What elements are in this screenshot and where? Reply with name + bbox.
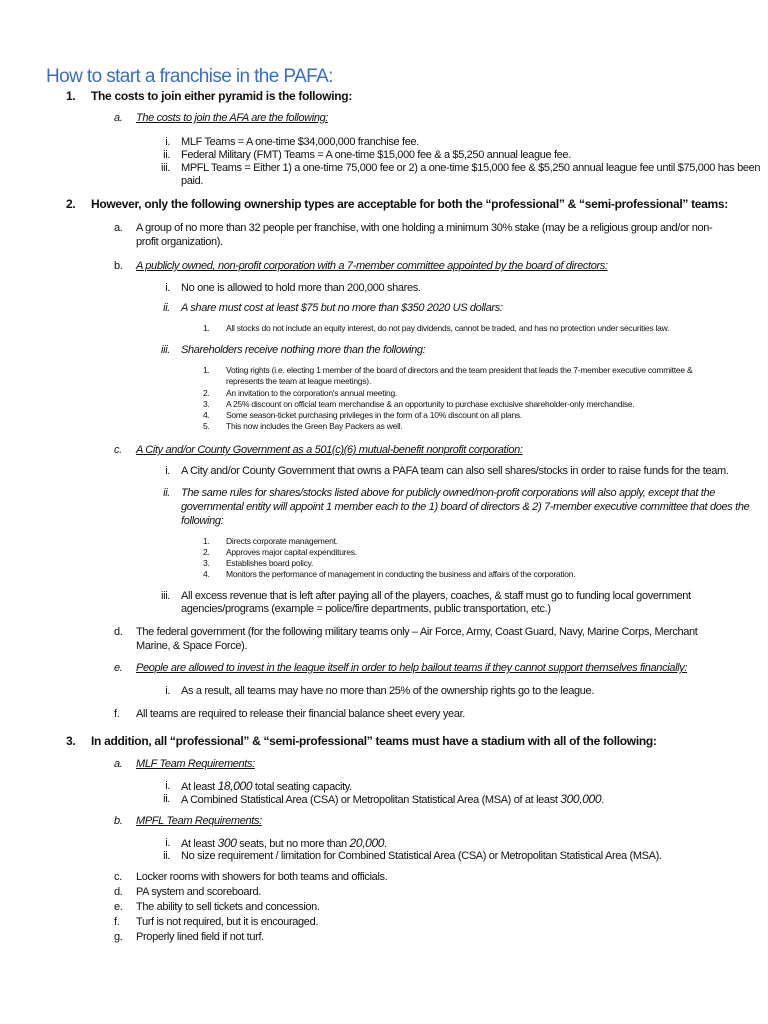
s2-b-iii-3-num: 3. xyxy=(203,399,210,409)
s2-c-ii-3-num: 3. xyxy=(203,558,210,568)
s2-a-text-2: profit organization). xyxy=(136,236,223,248)
s2-c-i-text: A City and/or County Government that owns a PAFA team can also sell shares/stocks in order to raise funds for the team. xyxy=(181,465,729,477)
s2-b-iii-4-num: 4. xyxy=(203,410,210,420)
s1-a-iii-text: MPFL Teams = Either 1) a one-time 75,000 fee or 2) a one-time $15,000 fee & $5,250 annual league fee until $75,000 has been xyxy=(181,162,761,174)
s2-c-label: c. xyxy=(114,444,122,456)
s2-d-text-2: Marine, & Space Force). xyxy=(136,640,248,652)
s3-d-label: d. xyxy=(114,886,123,898)
s1-a-iii-num: iii. xyxy=(161,162,170,174)
s3-d-text: PA system and scoreboard. xyxy=(136,886,261,898)
s3-a-ii-num: ii. xyxy=(163,793,170,805)
s2-c-ii-1-num: 1. xyxy=(203,536,210,546)
s2-b-ii-text: A share must cost at least $75 but no more than $350 2020 US dollars: xyxy=(181,302,503,314)
s2-a-label: a. xyxy=(114,222,123,234)
s2-b-iii-num: iii. xyxy=(161,344,170,356)
s3-b-i-num: i. xyxy=(165,837,170,849)
s2-b-iii-3-text: A 25% discount on official team merchandise & an opportunity to purchase exclusive shareholder-only merchandise. xyxy=(226,399,635,409)
s2-c-text: A City and/or County Government as a 501(c)(6) mutual-benefit nonprofit corporation: xyxy=(136,444,523,456)
section-1-number: 1. xyxy=(66,89,76,103)
s2-b-iii-5-text: This now includes the Green Bay Packers as well. xyxy=(226,421,403,431)
s2-c-ii-1-text: Directs corporate management. xyxy=(226,536,338,546)
s1-a-i-text: MLF Teams = A one-time $34,000,000 franchise fee. xyxy=(181,136,419,148)
s2-b-iii-text: Shareholders receive nothing more than the following: xyxy=(181,344,426,356)
s2-b-iii-4-text: Some season-ticket purchasing privileges in the form of a 10% discount on all plans. xyxy=(226,410,523,420)
s3-c-label: c. xyxy=(114,871,122,883)
s3-a-i-num: i. xyxy=(165,780,170,792)
s2-b-ii-1-num: 1. xyxy=(203,323,210,333)
s2-b-iii-5-num: 5. xyxy=(203,421,210,431)
s3-f-label: f. xyxy=(114,916,120,928)
s3-c-text: Locker rooms with showers for both teams and officials. xyxy=(136,871,388,883)
section-2-heading: However, only the following ownership types are acceptable for both the “professional” & “semi-professional” teams: xyxy=(91,197,728,211)
s3-a-label: a. xyxy=(114,758,123,770)
s3-b-i-text: At least 300 seats, but no more than 20,000. xyxy=(181,836,387,850)
s2-c-iii-text: All excess revenue that is left after paying all of the players, coaches, & staff must go to funding local government xyxy=(181,590,691,602)
s2-d-text: The federal government (for the following military teams only – Air Force, Army, Coast Guard, Navy, Marine Corps, Merchant xyxy=(136,626,698,638)
s1-a-ii-text: Federal Military (FMT) Teams = A one-time $15,000 fee & a $5,250 annual league fee. xyxy=(181,149,571,161)
s3-g-text: Properly lined field if not turf. xyxy=(136,931,264,943)
s3-e-label: e. xyxy=(114,901,123,913)
s3-b-label: b. xyxy=(114,815,123,827)
s3-b-ii-text: No size requirement / limitation for Combined Statistical Area (CSA) or Metropolitan Statistical Area (MSA). xyxy=(181,850,662,862)
s2-c-ii-text-3: following: xyxy=(181,515,224,527)
s2-c-iii-num: iii. xyxy=(161,590,170,602)
section-3-number: 3. xyxy=(66,734,76,748)
s2-b-iii-1-num: 1. xyxy=(203,365,210,375)
section-3-heading: In addition, all “professional” & “semi-professional” teams must have a stadium with all of the following: xyxy=(91,734,657,748)
s2-c-iii-text-2: agencies/programs (example = police/fire departments, public transportation, etc.) xyxy=(181,603,551,615)
s2-f-text: All teams are required to release their financial balance sheet every year. xyxy=(136,708,466,720)
s3-b-ii-num: ii. xyxy=(163,850,170,862)
s2-c-ii-4-num: 4. xyxy=(203,569,210,579)
s2-c-ii-2-num: 2. xyxy=(203,547,210,557)
s2-e-i-text: As a result, all teams may have no more than 25% of the ownership rights go to the league. xyxy=(181,685,595,697)
s2-b-i-num: i. xyxy=(165,282,170,294)
s2-f-label: f. xyxy=(114,708,120,720)
s2-c-ii-4-text: Monitors the performance of management in conducting the business and affairs of the corporation. xyxy=(226,569,576,579)
s2-b-iii-1-text-2: represents the team at league meetings). xyxy=(226,376,371,386)
s1-a-label: a. xyxy=(114,112,123,124)
s2-b-i-text: No one is allowed to hold more than 200,000 shares. xyxy=(181,282,421,294)
section-1-heading: The costs to join either pyramid is the following: xyxy=(91,89,353,103)
s2-b-label: b. xyxy=(114,260,123,272)
s2-e-i-num: i. xyxy=(165,685,170,697)
s2-e-label: e. xyxy=(114,662,123,674)
s3-a-i-text: At least 18,000 total seating capacity. xyxy=(181,779,352,793)
s3-a-ii-text: A Combined Statistical Area (CSA) or Metropolitan Statistical Area (MSA) of at least 300,000. xyxy=(181,792,604,806)
s2-d-label: d. xyxy=(114,626,123,638)
s2-b-ii-num: ii. xyxy=(163,302,170,314)
s3-b-text: MPFL Team Requirements: xyxy=(136,815,262,827)
s2-b-iii-1-text: Voting rights (i.e. electing 1 member of the board of directors and the team president that leads the 7-member executive committee & xyxy=(226,365,693,375)
s2-a-text: A group of no more than 32 people per franchise, with one holding a minimum 30% stake (may be a religious group and/or non- xyxy=(136,222,713,234)
s3-e-text: The ability to sell tickets and concession. xyxy=(136,901,320,913)
s2-b-iii-2-num: 2. xyxy=(203,388,210,398)
s2-c-ii-text-2: governmental entity will appoint 1 member each to the 1) board of directors & 2) 7-member executive committee that does the xyxy=(181,501,750,513)
s3-f-text: Turf is not required, but it is encouraged. xyxy=(136,916,319,928)
s3-a-text: MLF Team Requirements: xyxy=(136,758,255,770)
s2-c-ii-3-text: Establishes board policy. xyxy=(226,558,314,568)
s1-a-text: The costs to join the AFA are the following: xyxy=(136,112,329,124)
s2-b-text: A publicly owned, non-profit corporation with a 7-member committee appointed by the board of directors: xyxy=(136,260,608,272)
s2-e-text: People are allowed to invest in the league itself in order to help bailout teams if they cannot support themselves financially: xyxy=(136,662,688,674)
s2-b-iii-2-text: An invitation to the corporation's annual meeting. xyxy=(226,388,398,398)
s2-c-ii-text: The same rules for shares/stocks listed above for publicly owned/non-profit corporations will also apply, except that the xyxy=(181,487,716,499)
page-title: How to start a franchise in the PAFA: xyxy=(46,66,333,87)
s2-c-ii-num: ii. xyxy=(163,487,170,499)
section-2-number: 2. xyxy=(66,197,76,211)
s1-a-iii-text-2: paid. xyxy=(181,175,204,187)
s1-a-i-num: i. xyxy=(165,136,170,148)
s2-b-ii-1-text: All stocks do not include an equity interest, do not pay dividends, cannot be traded, and has no protection under securities law. xyxy=(226,323,670,333)
s2-c-i-num: i. xyxy=(165,465,170,477)
s2-c-ii-2-text: Approves major capital expenditures. xyxy=(226,547,357,557)
s1-a-ii-num: ii. xyxy=(163,149,170,161)
s3-g-label: g. xyxy=(114,931,123,943)
